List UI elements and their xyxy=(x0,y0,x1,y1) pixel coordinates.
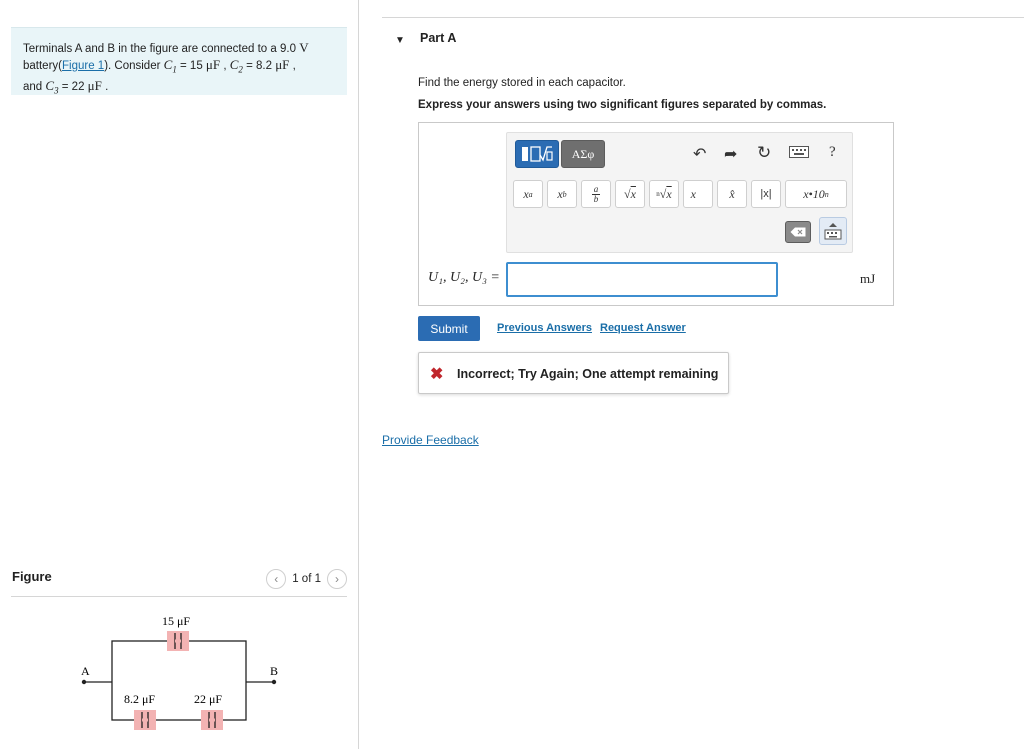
terminal-b-label: B xyxy=(270,664,279,678)
c1-symbol: $C_1$ xyxy=(163,57,177,75)
help-button[interactable]: ? xyxy=(829,144,836,160)
c3-symbol: $C_3$ xyxy=(45,77,59,96)
redo-icon[interactable]: ➦ xyxy=(724,146,738,163)
c3-value: = 22 xyxy=(61,80,85,93)
fraction-button[interactable]: a b xyxy=(581,180,611,208)
feedback-text: Incorrect; Try Again; One attempt remaining xyxy=(457,367,719,381)
vector-button[interactable]: x⃗ xyxy=(683,180,713,208)
absolute-value-button[interactable]: |x| xyxy=(751,180,781,208)
subscript-button[interactable]: x b xyxy=(547,180,577,208)
problem-text-1: Terminals A and B in the figure are connected to a 9.0 xyxy=(23,43,296,55)
caret-down-icon[interactable]: ▼ xyxy=(395,35,405,46)
keyboard-toggle-icon[interactable] xyxy=(819,217,847,245)
math-toolbar xyxy=(506,132,853,253)
answer-input[interactable] xyxy=(506,262,778,297)
circuit-diagram xyxy=(72,605,292,740)
instruction-text: Express your answers using two significant figures separated by commas. xyxy=(418,99,827,111)
provide-feedback-link[interactable]: Provide Feedback xyxy=(382,433,479,447)
unit-vector-button[interactable]: x̂ xyxy=(717,180,747,208)
problem-statement: Terminals A and B in the figure are connected to a 9.0 V battery(Figure 1). Consider $C_1 = 15$ μF , $C_2 = 8.2$ μF , and $C_3 = 22$ μF . xyxy=(11,27,347,95)
greek-symbols-button[interactable]: ΑΣφ xyxy=(561,140,605,168)
c1-value: = 15 xyxy=(180,60,203,72)
chevron-right-icon[interactable]: › xyxy=(327,569,347,589)
answer-label: U₁, U₂, U₃ = xyxy=(428,270,500,285)
x-icon: ✖ xyxy=(430,366,444,383)
superscript-button[interactable]: x a xyxy=(513,180,543,208)
c2-value: = 8.2 xyxy=(246,60,272,72)
figure-pager xyxy=(266,569,347,589)
answer-panel xyxy=(418,122,894,306)
figure-header xyxy=(11,567,347,597)
figure-link[interactable]: Figure 1 xyxy=(62,60,105,72)
terminal-a-dot xyxy=(82,680,86,684)
c2-symbol: $C_2$ xyxy=(229,57,243,75)
problem-text-4: and xyxy=(23,80,43,93)
templates-icon[interactable] xyxy=(515,140,559,168)
reset-icon[interactable]: ↻ xyxy=(757,143,772,162)
chevron-left-icon[interactable]: ‹ xyxy=(266,569,286,589)
capacitor-right-label: 22 μF xyxy=(194,692,223,706)
backspace-icon[interactable] xyxy=(785,221,811,243)
part-a-header[interactable] xyxy=(382,17,1024,65)
capacitor-left-label: 8.2 μF xyxy=(124,692,156,706)
request-answer-link[interactable]: Request Answer xyxy=(600,322,686,334)
terminal-b-dot xyxy=(272,680,276,684)
capacitor-top-label: 15 μF xyxy=(162,614,191,628)
pager-text: 1 of 1 xyxy=(292,573,321,585)
circuit-loop xyxy=(112,641,246,720)
sqrt-button[interactable]: √ x xyxy=(615,180,645,208)
part-a-title: Part A xyxy=(420,31,457,45)
column-divider xyxy=(358,0,359,749)
problem-text-2: battery( xyxy=(23,60,62,72)
scientific-notation-button[interactable]: x•10 n xyxy=(785,180,847,208)
nth-root-button[interactable]: n √ x xyxy=(649,180,679,208)
unit-uf-1: μF xyxy=(205,57,221,72)
question-text: Find the energy stored in each capacitor. xyxy=(418,77,626,89)
submit-button[interactable]: Submit xyxy=(418,316,480,341)
problem-text-3: ). Consider xyxy=(104,60,161,72)
unit-uf-2: μF xyxy=(275,57,290,72)
unit-uf-3: μF xyxy=(87,77,102,93)
unit-volt: V xyxy=(299,40,309,55)
terminal-a-label: A xyxy=(81,664,90,678)
answer-unit: mJ xyxy=(860,271,876,286)
previous-answers-link[interactable]: Previous Answers xyxy=(497,322,592,334)
feedback-message xyxy=(418,352,729,394)
keyboard-icon[interactable] xyxy=(789,145,809,163)
undo-icon[interactable]: ↶ xyxy=(693,146,707,163)
figure-title: Figure xyxy=(12,569,52,584)
